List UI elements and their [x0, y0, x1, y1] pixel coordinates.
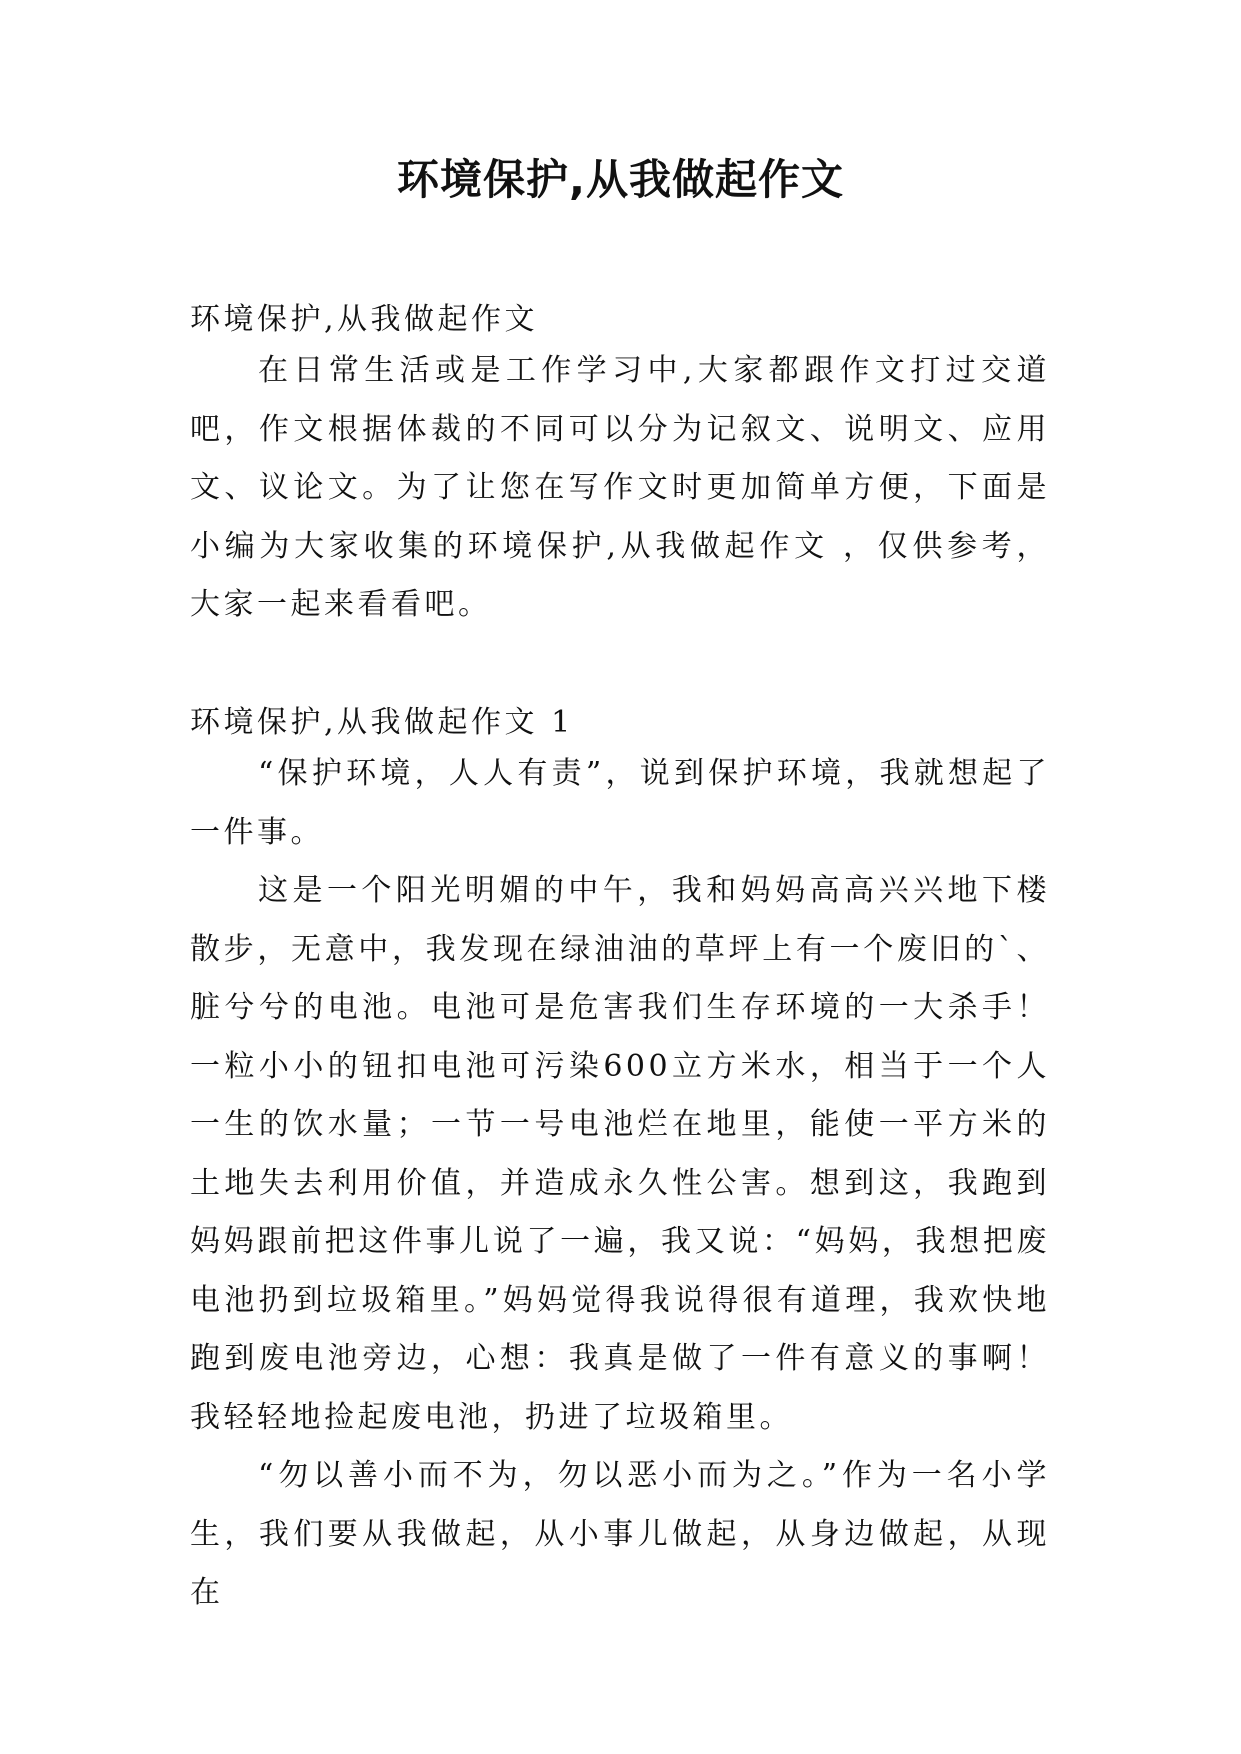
section-heading: 环境保护,从我做起作文 1 — [190, 705, 574, 740]
intro-heading: 环境保护,从我做起作文 — [190, 302, 539, 337]
essay-body — [190, 745, 1050, 1623]
essay-paragraph: 这是一个阳光明媚的中午，我和妈妈高高兴兴地下楼散步，无意中，我发现在绿油油的草坪上有一个废旧的`、脏兮兮的电池。电池可是危害我们生存环境的一大杀手！一粒小小的钮扣电池可污染600立方米水，相当于一个人一生的饮水量；一节一号电池烂在地里，能使一平方米的土地失去利用价值，并造成永久性公害。想到这，我跑到妈妈跟前把这件事儿说了一遍，我又说：“妈妈，我想把废电池扔到垃圾箱里。”妈妈觉得我说得很有道理，我欢快地跑到废电池旁边，心想：我真是做了一件有意义的事啊！我轻轻地捡起废电池，扔进了垃圾箱里。 — [190, 873, 1050, 1435]
intro-paragraph: 在日常生活或是工作学习中,大家都跟作文打过交道吧，作文根据体裁的不同可以分为记叙文、说明文、应用文、议论文。为了让您在写作文时更加简单方便，下面是小编为大家收集的环境保护,从我做起作文 ，仅供参考，大家一起来看看吧。 — [190, 353, 1050, 622]
essay-paragraph: “勿以善小而不为，勿以恶小而为之。”作为一名小学生，我们要从我做起，从小事儿做起，从身边做起，从现在 — [190, 1458, 1050, 1610]
essay-paragraph: “保护环境，人人有责”，说到保护环境，我就想起了一件事。 — [190, 756, 1050, 850]
document-title: 环境保护,从我做起作文 — [397, 155, 844, 204]
